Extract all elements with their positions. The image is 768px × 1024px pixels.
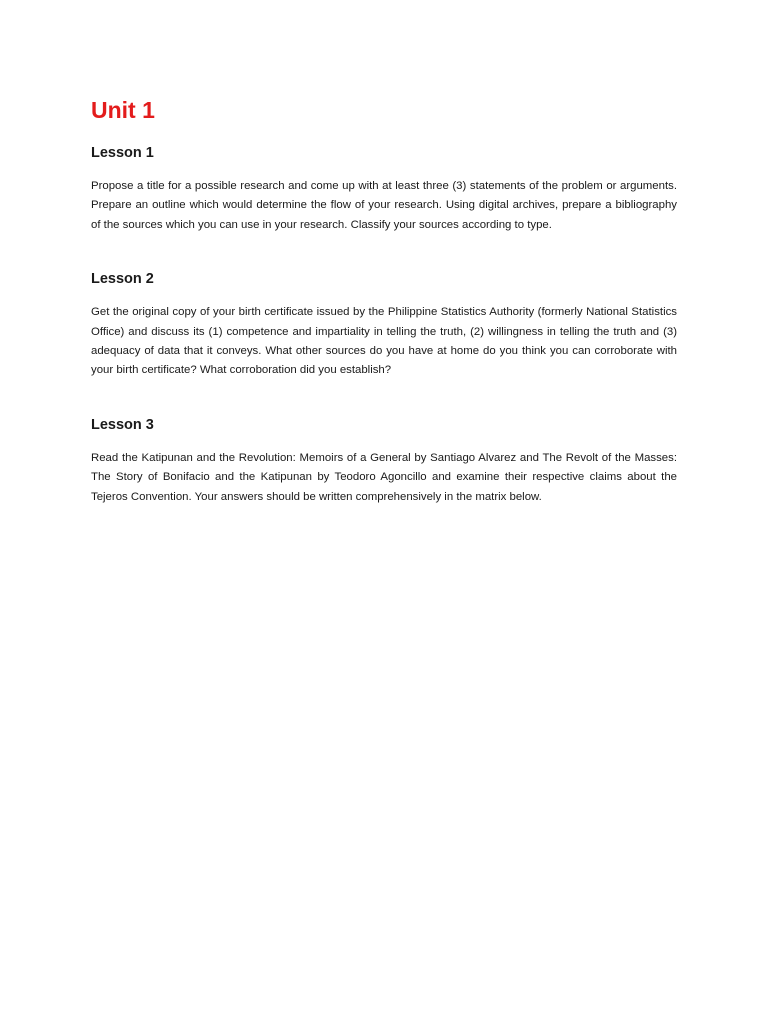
lesson-1-heading: Lesson 1 xyxy=(91,145,154,161)
lesson-3-body: Read the Katipunan and the Revolution: Memoirs of a General by Santiago Alvarez and The Revolt of the Masses: The Story of Bonifacio and the Katipunan by Teodoro Agoncillo and examine their respective claims about the Tejeros Convention. Your answers should be written comprehensively in the matrix below. xyxy=(91,451,677,503)
lesson-1-section xyxy=(91,143,677,235)
lesson-3-section xyxy=(91,415,677,507)
unit-title: Unit 1 xyxy=(91,97,155,123)
lesson-3-heading: Lesson 3 xyxy=(91,416,154,433)
lesson-1-body: Propose a title for a possible research and come up with at least three (3) statements of the problem or arguments. Prepare an outline which would determine the flow of your research. Using digital archives, prepare a bibliography of the sources which you can use in your research. Classify your sources according to type. xyxy=(91,180,677,231)
lesson-2-heading: Lesson 2 xyxy=(91,271,154,288)
lesson-2-section xyxy=(91,269,677,381)
lesson-2-body: Get the original copy of your birth certificate issued by the Philippine Statistics Authority (formerly National Statistics Office) and discuss its (1) competence and impartiality in telling the truth, (2) willingness in telling the truth and (3) adequacy of data that it conveys. What other sources do you have at home do you think you can corroborate with your birth certificate? What corroboration did you establish? xyxy=(91,306,677,377)
document-page xyxy=(91,94,677,541)
